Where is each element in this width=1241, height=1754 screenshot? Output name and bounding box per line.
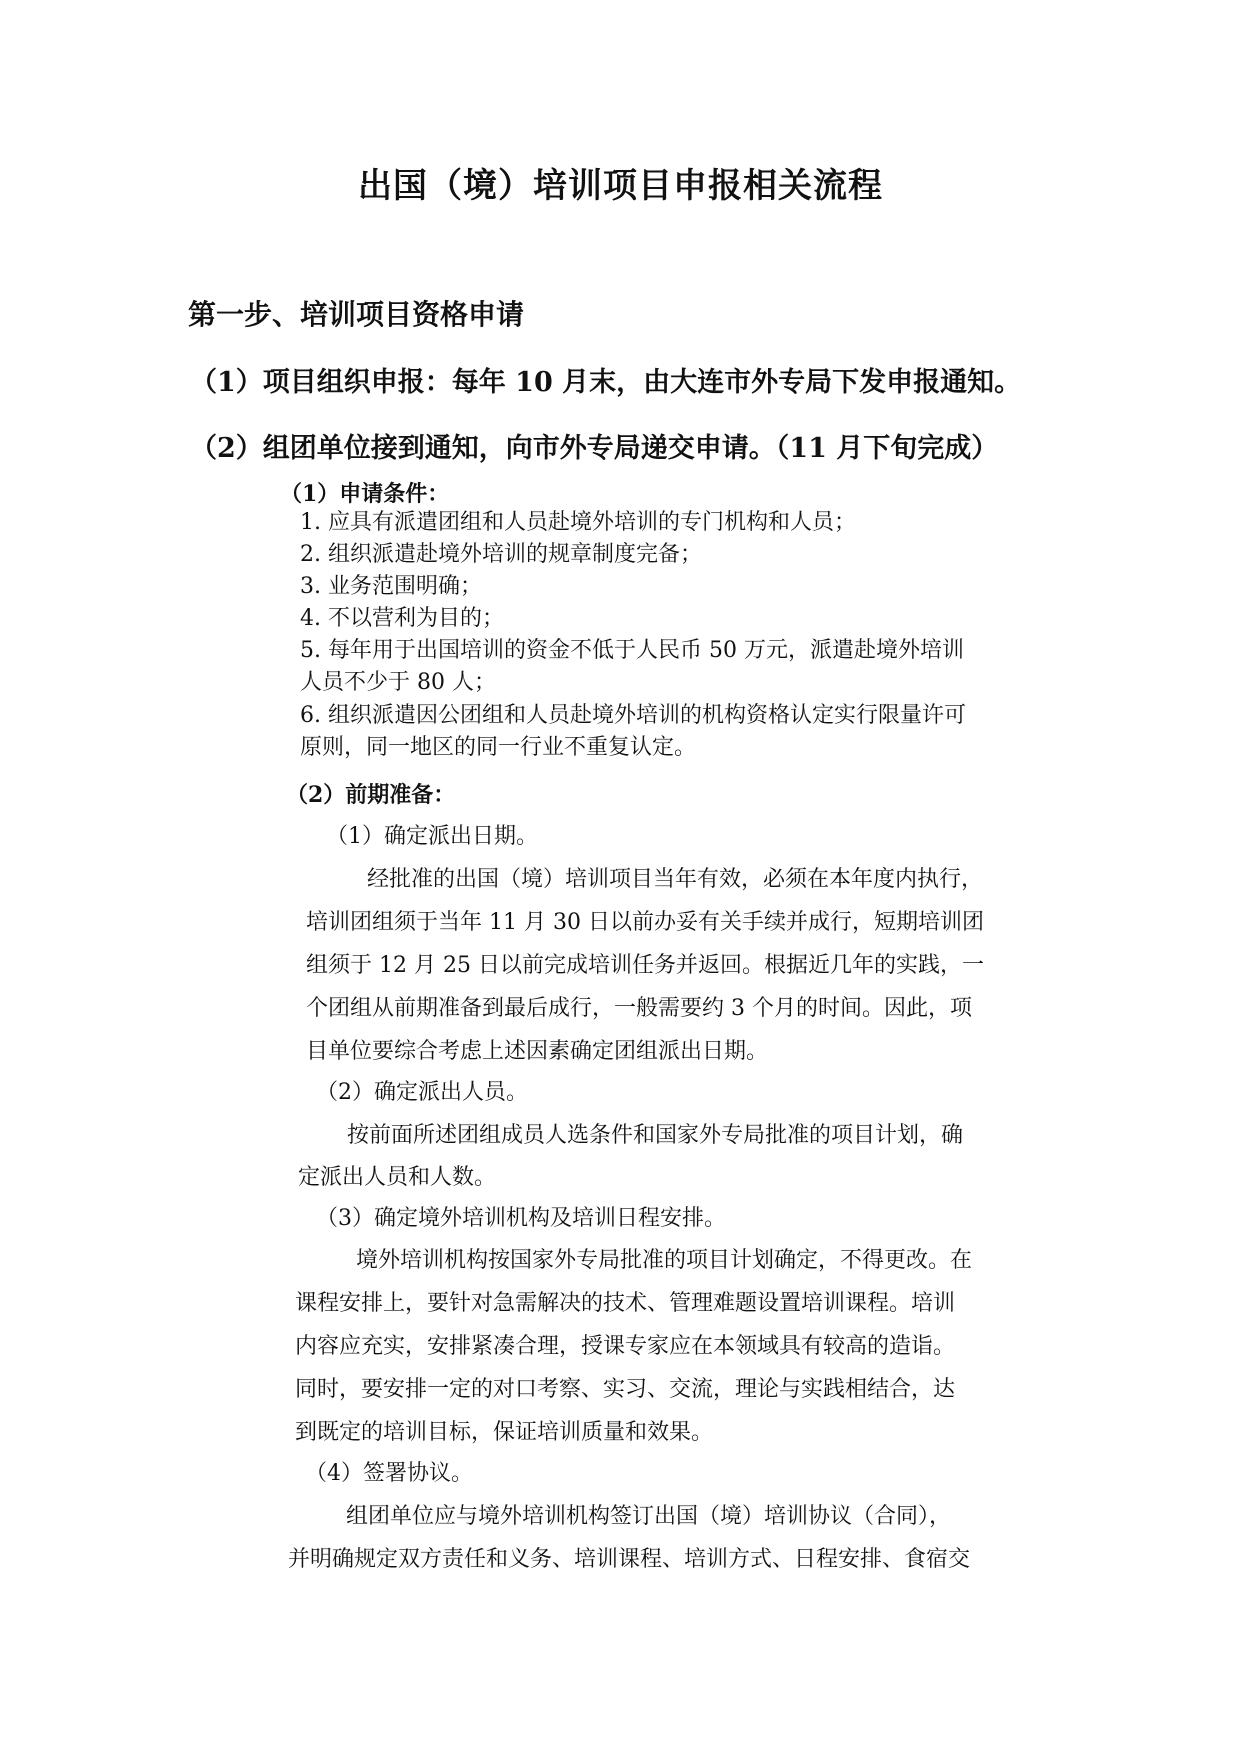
paragraph-line: 组须于 12 月 25 日以前完成培训任务并返回。根据近几年的实践，一: [306, 953, 984, 978]
condition-line: 3. 业务范围明确；: [300, 574, 482, 599]
sub-heading-training-institution: （3）确定境外培训机构及培训日程安排。: [316, 1206, 726, 1231]
condition-line: 5. 每年用于出国培训的资金不低于人民币 50 万元，派遣赴境外培训: [300, 638, 964, 663]
paragraph-line: 定派出人员和人数。: [298, 1165, 497, 1190]
paragraph-line: 内容应充实，安排紧凑合理，授课专家应在本领域具有较高的造诣。: [295, 1334, 956, 1359]
document-title: 出国（境）培训项目申报相关流程: [358, 166, 883, 206]
condition-line: 2. 组织派遣赴境外培训的规章制度完备；: [300, 542, 702, 567]
paragraph-line: 同时，要安排一定的对口考察、实习、交流，理论与实践相结合，达: [295, 1377, 956, 1402]
paragraph-line: 课程安排上，要针对急需解决的技术、管理难题设置培训课程。培训: [295, 1291, 956, 1316]
sub-heading-agreement: （4）签署协议。: [305, 1461, 473, 1486]
paragraph-line: 培训团组须于当年 11 月 30 日以前办妥有关手续并成行，短期培训团: [306, 910, 984, 935]
sub-heading-dispatch-date: （1）确定派出日期。: [326, 824, 538, 849]
paragraph-line: 个团组从前期准备到最后成行，一般需要约 3 个月的时间。因此，项: [306, 996, 972, 1021]
paragraph-line: 境外培训机构按国家外专局批准的项目计划确定，不得更改。在: [356, 1248, 973, 1273]
sub-heading-dispatch-staff: （2）确定派出人员。: [316, 1080, 528, 1105]
item-one-heading: （1）项目组织申报：每年 10 月末，由大连市外专局下发申报通知。: [190, 367, 1022, 398]
step-one-heading: 第一步、培训项目资格申请: [188, 298, 525, 331]
paragraph-line: 到既定的培训目标，保证培训质量和效果。: [295, 1420, 714, 1445]
condition-line: 6. 组织派遣因公团组和人员赴境外培训的机构资格认定实行限量许可: [300, 703, 966, 728]
conditions-heading: （1）申请条件：: [280, 481, 450, 507]
paragraph-line: 并明确规定双方责任和义务、培训课程、培训方式、日程安排、食宿交: [288, 1547, 971, 1572]
condition-line: 人员不少于 80 人；: [300, 670, 496, 695]
paragraph-line: 按前面所述团组成员人选条件和国家外专局批准的项目计划，确: [347, 1123, 964, 1148]
paragraph-line: 经批准的出国（境）培训项目当年有效，必须在本年度内执行，: [367, 867, 984, 892]
paragraph-line: 组团单位应与境外培训机构签订出国（境）培训协议（合同），: [346, 1504, 952, 1529]
condition-line: 1. 应具有派遣团组和人员赴境外培训的专门机构和人员；: [300, 510, 856, 535]
condition-line: 原则，同一地区的同一行业不重复认定。: [300, 735, 697, 760]
preparation-heading: （2）前期准备：: [286, 782, 456, 808]
paragraph-line: 目单位要综合考虑上述因素确定团组派出日期。: [306, 1039, 769, 1064]
item-two-heading: （2）组团单位接到通知，向市外专局递交申请。（11 月下旬完成）: [190, 433, 999, 464]
condition-line: 4. 不以营利为目的；: [300, 606, 504, 631]
